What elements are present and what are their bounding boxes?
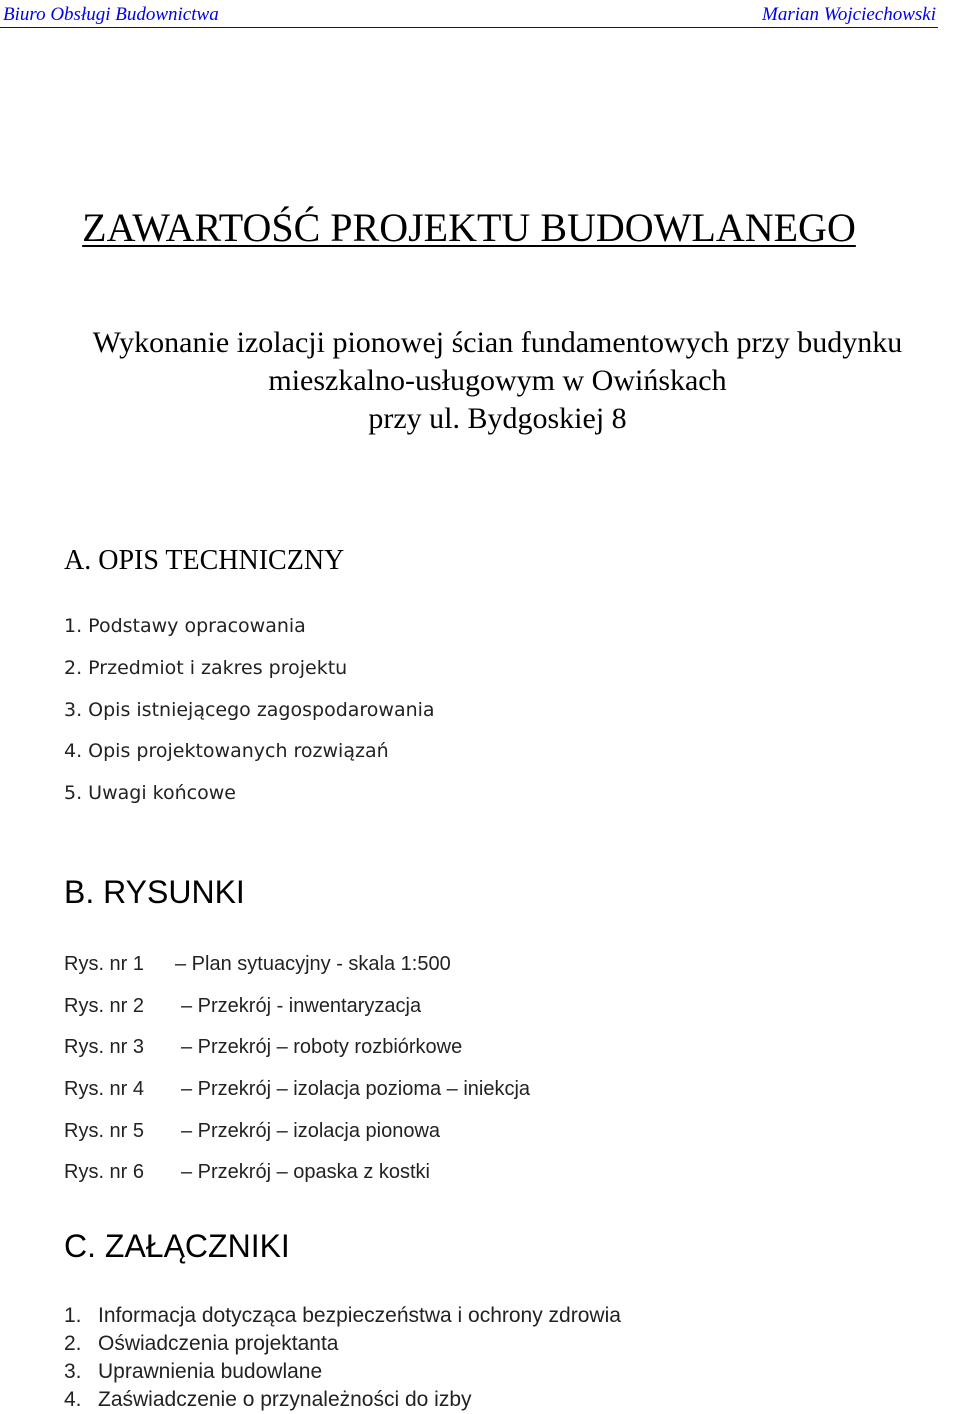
attachment-number: 2. [64, 1332, 82, 1355]
section-a-item: 5. Uwagi końcowe [64, 782, 236, 805]
section-a-item: 3. Opis istniejącego zagospodarowania [64, 698, 435, 721]
page-header [0, 0, 960, 28]
section-c-heading: C. ZAŁĄCZNIKI [64, 1228, 290, 1264]
attachment-text: Zaświadczenie o przynależności do izby [98, 1388, 472, 1411]
drawing-number: Rys. nr 3 [64, 1036, 145, 1059]
project-description-line: Wykonanie izolacji pionowej ścian fundamentowych przy budynku [92, 326, 903, 359]
drawing-number: Rys. nr 4 [64, 1078, 145, 1101]
drawing-number: Rys. nr 6 [64, 1161, 145, 1184]
drawing-number: Rys. nr 1 [64, 953, 145, 975]
section-a-heading: A. OPIS TECHNICZNY [64, 545, 345, 576]
project-description-line: mieszkalno-usługowym w Owińskach [268, 364, 727, 397]
attachment-text: Informacja dotycząca bezpieczeństwa i ochrony zdrowia [98, 1304, 621, 1327]
header-rule [0, 27, 938, 28]
attachment-text: Uprawnienia budowlane [98, 1360, 323, 1383]
section-a-item: 1. Podstawy opracowania [64, 615, 306, 637]
header-office-name: Biuro Obsługi Budownictwa [3, 4, 219, 25]
attachment-number: 4. [64, 1388, 82, 1411]
drawing-number: Rys. nr 5 [64, 1119, 145, 1142]
section-b-heading: B. RYSUNKI [64, 874, 245, 910]
header-author-name: Marian Wojciechowski [762, 4, 936, 25]
drawing-description: – Przekrój – izolacja pozioma – iniekcja [181, 1078, 531, 1101]
drawing-description: – Plan sytuacyjny - skala 1:500 [175, 953, 451, 975]
drawing-number: Rys. nr 2 [64, 994, 145, 1017]
section-a-item: 2. Przedmiot i zakres projektu [64, 656, 348, 679]
attachment-text: Oświadczenia projektanta [98, 1332, 339, 1355]
attachment-number: 3. [64, 1360, 82, 1383]
drawing-description: – Przekrój – roboty rozbiórkowe [181, 1036, 463, 1059]
project-description-line: przy ul. Bydgoskiej 8 [368, 402, 627, 435]
drawing-description: – Przekrój - inwentaryzacja [181, 994, 422, 1017]
drawing-description: – Przekrój – opaska z kostki [181, 1161, 430, 1184]
project-description [0, 324, 960, 438]
attachment-number: 1. [64, 1304, 82, 1327]
section-a-item: 4. Opis projektowanych rozwiązań [64, 740, 389, 763]
document-title: ZAWARTOŚĆ PROJEKTU BUDOWLANEGO [82, 205, 856, 250]
drawing-description: – Przekrój – izolacja pionowa [181, 1119, 441, 1142]
section-a-list [64, 612, 435, 821]
